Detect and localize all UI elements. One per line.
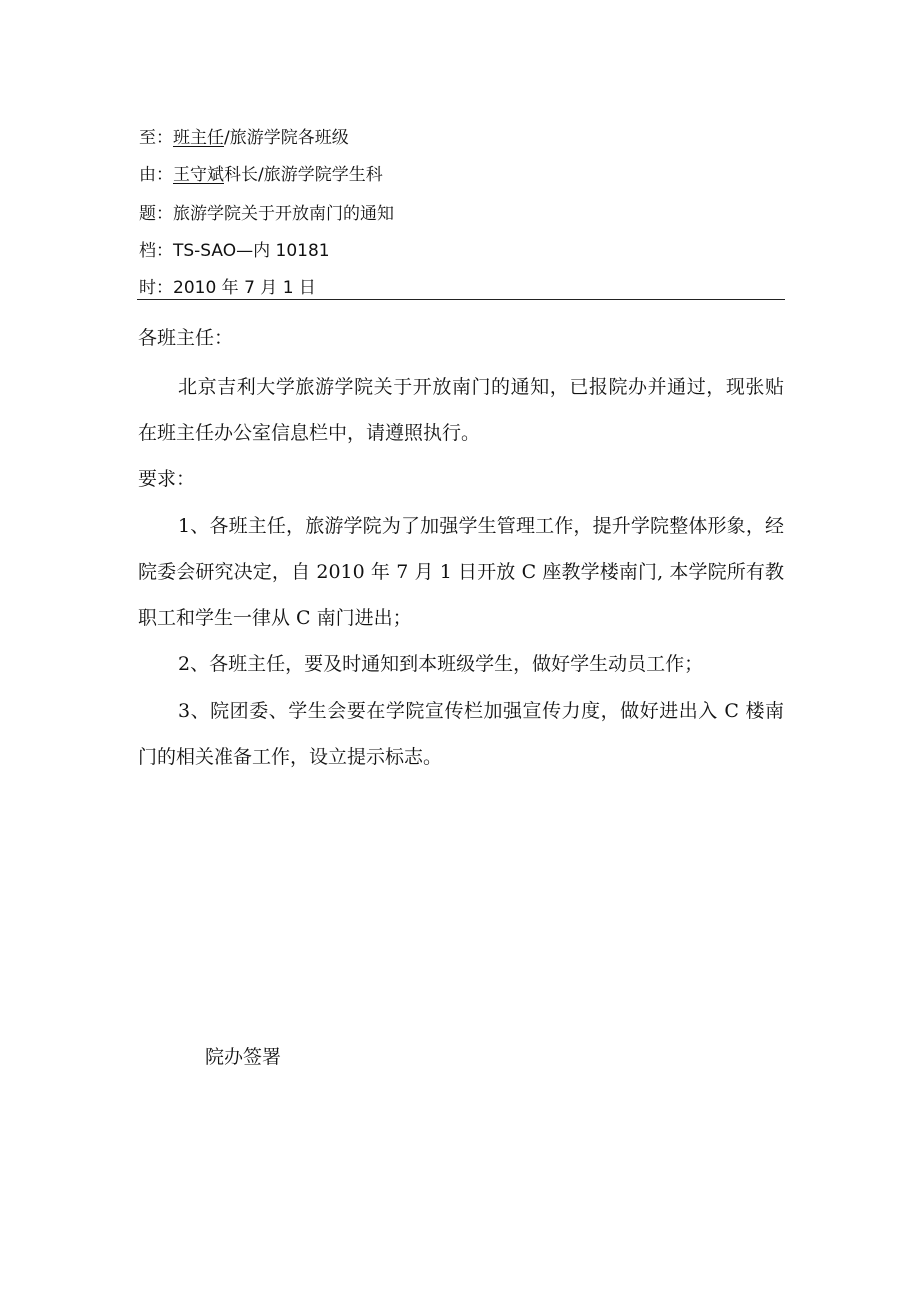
to-name: 班主任 — [173, 128, 224, 148]
header-from — [139, 164, 383, 186]
header-file: 档：TS-SAO—内 10181 — [139, 241, 330, 261]
header-subject: 题：旅游学院关于开放南门的通知 — [139, 204, 394, 224]
to-prefix: 至： — [139, 128, 173, 148]
header-divider — [137, 299, 785, 300]
from-prefix: 由： — [139, 165, 173, 185]
header-to — [139, 127, 349, 149]
requirement-item-1: 1、各班主任，旅游学院为了加强学生管理工作，提升学院整体形象，经院委会研究决定，自 2010 年 7 月 1 日开放 C 座教学楼南门, 本学院所有教职工和学生一律从 C 南门进出； — [138, 515, 784, 629]
requirement-item-2: 2、各班主任，要及时通知到本班级学生，做好学生动员工作； — [178, 653, 704, 675]
to-rest: /旅游学院各班级 — [224, 128, 349, 148]
from-name: 王守斌 — [173, 165, 224, 185]
from-rest: 科长/旅游学院学生科 — [224, 165, 383, 185]
requirements-label: 要求： — [138, 468, 196, 490]
salutation: 各班主任： — [138, 327, 234, 349]
requirement-item-3: 3、院团委、学生会要在学院宣传栏加强宣传力度，做好进出入 C 楼南门的相关准备工作，设立提示标志。 — [138, 700, 784, 768]
signature: 院办签署 — [205, 1046, 282, 1068]
header-time: 时：2010 年 7 月 1 日 — [139, 278, 316, 298]
intro-paragraph: 北京吉利大学旅游学院关于开放南门的通知，已报院办并通过，现张贴在班主任办公室信息栏中，请遵照执行。 — [138, 376, 784, 444]
